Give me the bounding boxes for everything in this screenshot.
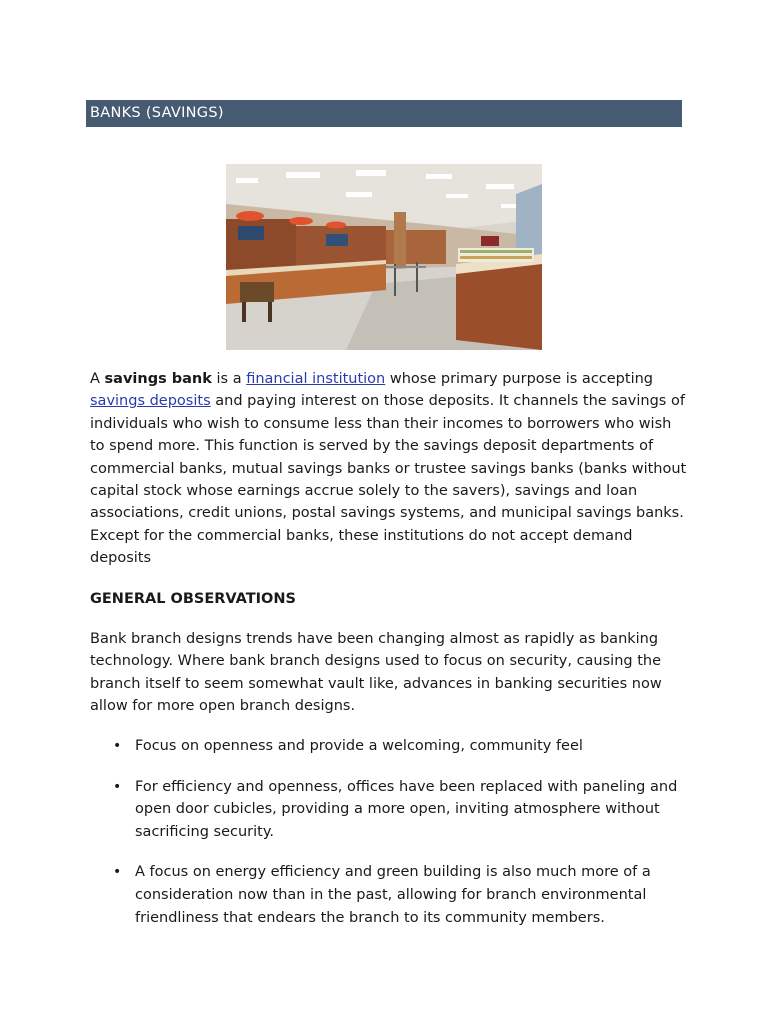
bank-interior-photo — [226, 164, 542, 350]
savings-deposits-link[interactable]: savings deposits — [90, 393, 211, 410]
list-item-text: For efficiency and openness, offices have been replaced with paneling and open door cubicles, providing a more open, inviting atmosphere without sacrificing security. — [135, 778, 678, 840]
bullet-marker: • — [113, 738, 122, 754]
term-savings-bank: savings bank — [104, 371, 212, 387]
section-heading: GENERAL OBSERVATIONS — [90, 591, 296, 607]
list-item — [90, 776, 690, 844]
list-item-text: A focus on energy efficiency and green building is also much more of a consideration now than in the past, allowing for branch environmental friendliness that endears the branch to its community members. — [135, 864, 651, 926]
intro-text-1: A — [90, 371, 105, 387]
observations-paragraph: Bank branch designs trends have been changing almost as rapidly as banking technology. Where bank branch designs used to focus on security, causing the branch itself to seem somewhat vault like, advances in banking securities now allow for more open branch designs. — [90, 631, 662, 715]
intro-paragraph — [90, 368, 690, 570]
section-title: BANKS (SAVINGS) — [90, 105, 224, 121]
bullet-marker: • — [113, 864, 122, 881]
financial-institution-link[interactable]: financial institution — [246, 371, 386, 387]
intro-text-3: whose primary purpose is accepting — [385, 371, 653, 387]
list-item — [90, 861, 690, 929]
observations-list — [90, 735, 690, 947]
bullet-marker: • — [113, 778, 122, 795]
intro-text-4: and paying interest on those deposits. It channels the savings of individuals who wish to consume less than their incomes to borrowers who wish to spend more. This function is served by the savings deposit departments of commercial banks, mutual savings banks or trustee savings banks (banks without capital stock whose earnings accrue solely to the savers), savings and loan associations, credit unions, postal savings systems, and municipal savings banks. Except for the commercial banks, these institutions do not accept demand deposits — [90, 393, 687, 567]
section-title-bar — [86, 100, 682, 127]
intro-text-2: is a — [211, 371, 247, 387]
list-item — [90, 735, 690, 758]
list-item-text: Focus on openness and provide a welcoming, community feel — [135, 738, 583, 754]
